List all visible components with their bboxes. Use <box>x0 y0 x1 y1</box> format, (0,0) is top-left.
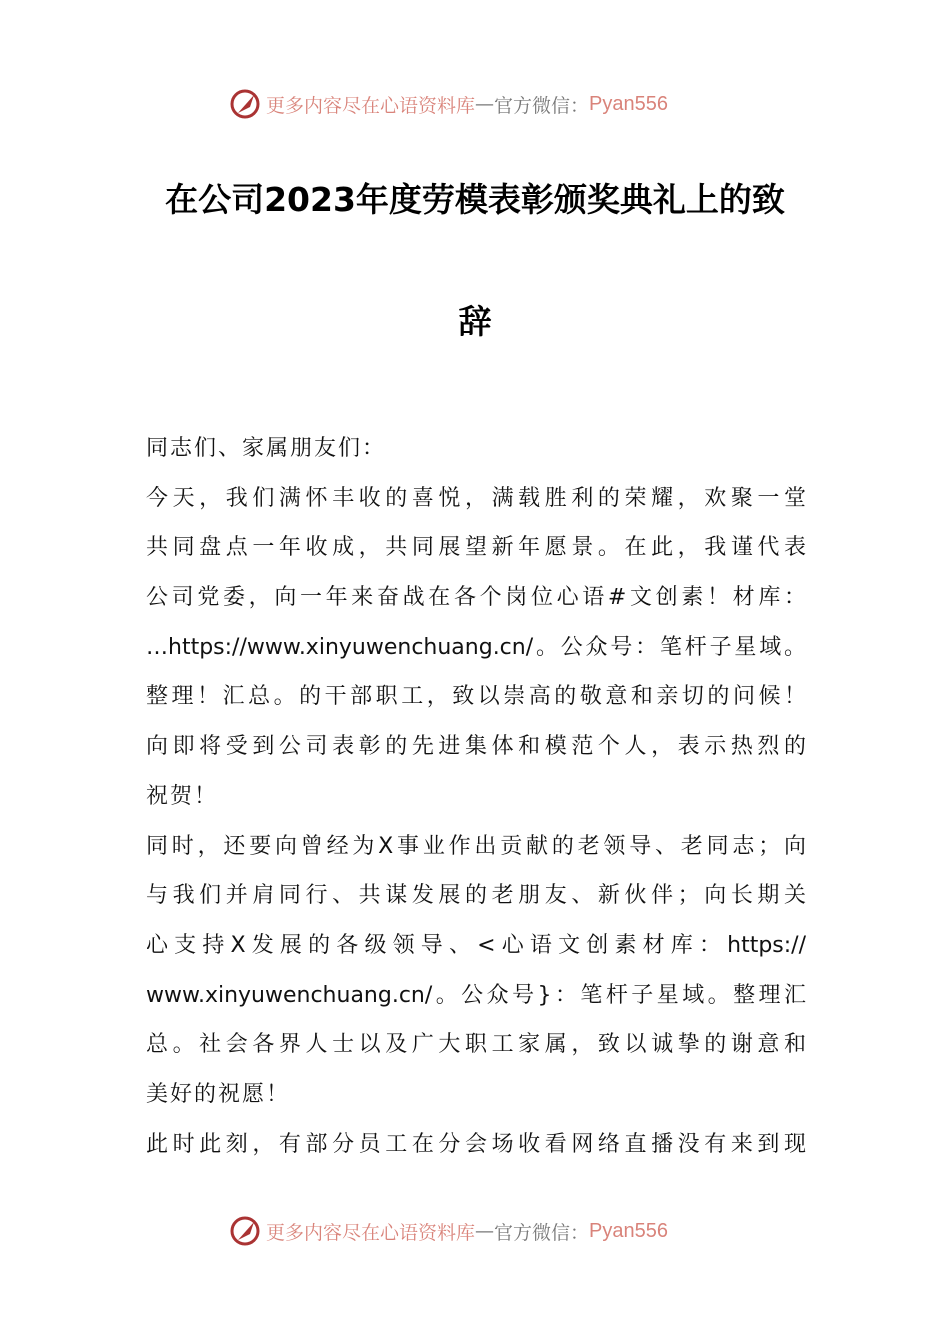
body-text-line: 共同盘点一年收成，共同展望新年愿景。在此，我谨代表 <box>146 535 806 561</box>
body-text-line: 同志们、家属朋友们： <box>146 436 387 461</box>
body-text-line: 美好的祝愿！ <box>146 1081 291 1107</box>
pen-logo-icon <box>228 1214 262 1248</box>
body-text-line: 同时，还要向曾经为X事业作出贡献的老领导、老同志；向 <box>146 833 806 859</box>
doc-title-line1: 在公司2023年度劳模表彰颁奖典礼上的致 <box>165 180 785 219</box>
watermark-site: 更多内容尽在心语资料库 <box>266 94 476 117</box>
body-text-line: 心支持X发展的各级领导、<心语文创素材库：https:// <box>146 932 806 958</box>
body-text-line: 与我们并肩同行、共谋发展的老朋友、新伙伴；向长期关 <box>146 883 806 909</box>
watermark-label: 官方微信： <box>494 94 590 117</box>
body-text-line: …https://www.xinyuwenchuang.cn/。公众号：笔杆子星域。 <box>146 634 806 660</box>
doc-body <box>146 428 806 1173</box>
watermark-label: 官方微信： <box>494 1221 590 1244</box>
body-text-line: 祝贺！ <box>146 783 219 809</box>
watermark-footer <box>228 1211 668 1251</box>
body-text-line: 总。社会各界人士以及广大职工家属，致以诚挚的谢意和 <box>146 1032 806 1058</box>
body-text-line: 此时此刻，有部分员工在分会场收看网络直播没有来到现 <box>146 1131 806 1157</box>
watermark-header <box>228 84 668 124</box>
body-text-line: 公司党委，向一年来奋战在各个岗位心语#文创素！材库： <box>146 585 806 611</box>
watermark-wechat: Pyan556 <box>589 1219 668 1242</box>
body-text-line: 向即将受到公司表彰的先进集体和模范个人，表示热烈的 <box>146 734 806 760</box>
watermark-sep: — <box>475 1220 495 1242</box>
pen-logo-icon <box>228 87 262 121</box>
body-text-line: 今天，我们满怀丰收的喜悦，满载胜利的荣耀，欢聚一堂 <box>146 485 806 511</box>
watermark-site: 更多内容尽在心语资料库 <box>266 1221 476 1244</box>
watermark-wechat: Pyan556 <box>589 92 668 115</box>
doc-title-line2: 辞 <box>458 302 492 341</box>
body-text-line: www.xinyuwenchuang.cn/。公众号}：笔杆子星域。整理汇 <box>146 982 806 1008</box>
watermark-sep: — <box>475 93 495 115</box>
body-text-line: 整理！汇总。的干部职工，致以崇高的敬意和亲切的问候！ <box>146 684 806 710</box>
